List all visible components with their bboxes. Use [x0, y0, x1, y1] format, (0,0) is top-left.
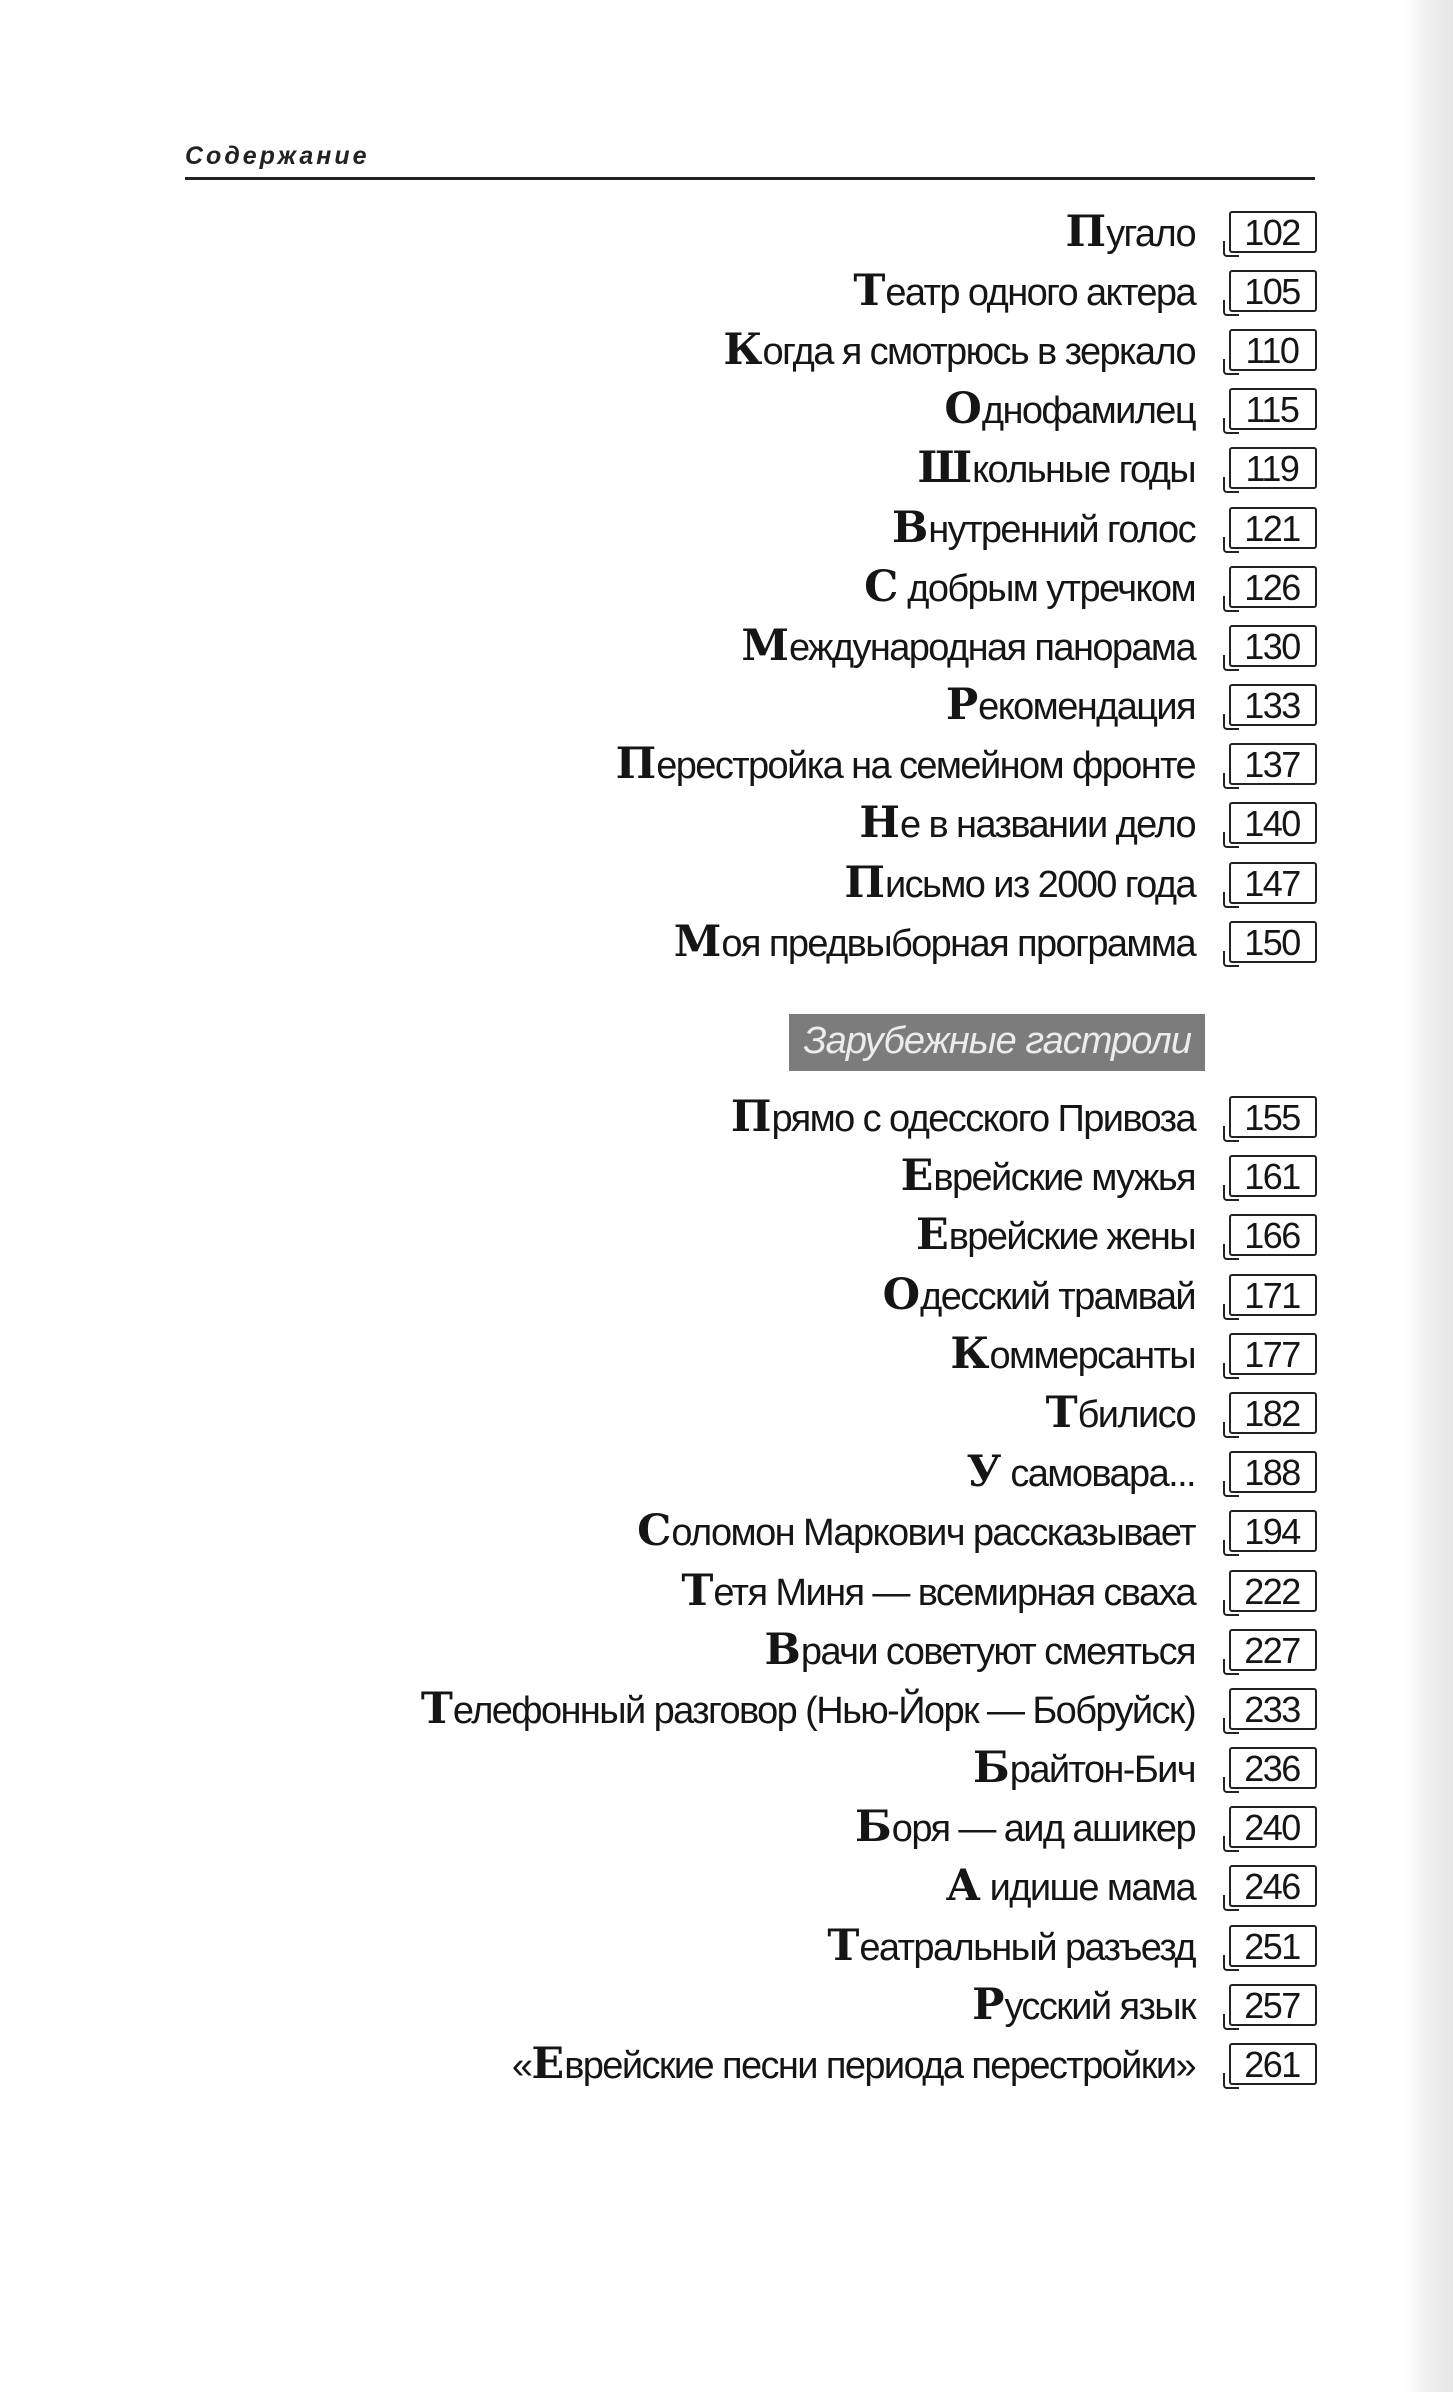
toc-entry-text: самовара... — [1001, 1453, 1195, 1496]
page-number-box — [1223, 1274, 1315, 1316]
page-edge-shadow — [1405, 0, 1453, 2392]
header-title: Содержание — [185, 142, 370, 170]
toc-entry-text: екомендация — [978, 686, 1195, 729]
toc-entry-text: оря — аид ашикер — [891, 1808, 1195, 1851]
toc-entry — [185, 1383, 1315, 1442]
toc-entry-title — [855, 1802, 1195, 1852]
toc-entry-initial: П — [615, 739, 657, 790]
page-number: 147 — [1244, 862, 1300, 904]
page-number: 102 — [1244, 211, 1300, 253]
toc-entry-initial: П — [844, 857, 886, 908]
toc-entry — [185, 1265, 1315, 1324]
page-number: 126 — [1244, 566, 1300, 608]
page-number-box — [1223, 1747, 1315, 1789]
toc-entry — [185, 261, 1315, 320]
toc-entry-text: десский трамвай — [920, 1275, 1195, 1318]
toc-entry — [185, 1857, 1315, 1916]
toc-entry-text: елефонный разговор (Нью-Йорк — Бобруйск) — [452, 1689, 1195, 1732]
toc-entry — [185, 1739, 1315, 1798]
page-number-box — [1223, 1570, 1315, 1612]
page-number: 240 — [1244, 1807, 1300, 1849]
toc-entry-title — [741, 621, 1195, 671]
toc-entry-text: врейские песни периода перестройки» — [564, 2045, 1195, 2088]
toc-entry-text: нутренний голос — [928, 508, 1195, 551]
page-number-box — [1223, 211, 1315, 253]
page-number-box — [1223, 1214, 1315, 1256]
toc-entry-title — [946, 1861, 1195, 1911]
toc-entry-title — [918, 443, 1195, 493]
toc-entry-initial: Е — [900, 1151, 934, 1202]
page-number-box — [1223, 447, 1315, 489]
toc-entry-initial: П — [730, 1092, 772, 1143]
page-number-box — [1223, 270, 1315, 312]
toc-entry-title — [944, 384, 1195, 434]
toc-entry — [185, 1443, 1315, 1502]
page-number: 121 — [1244, 507, 1300, 549]
toc-entry — [185, 853, 1315, 912]
page-number: 246 — [1244, 1866, 1300, 1908]
toc-entry — [185, 439, 1315, 498]
toc-entry-initial: Р — [945, 680, 979, 731]
toc-entry-initial: А — [945, 1861, 981, 1912]
page-number-box — [1223, 1925, 1315, 1967]
toc-entry-title — [731, 1092, 1195, 1142]
toc-entry-initial: П — [1065, 206, 1107, 257]
toc-entry — [185, 1620, 1315, 1679]
toc-entry-title — [616, 739, 1195, 789]
toc-entry-initial: Е — [531, 2039, 565, 2090]
toc-entry-initial: Ш — [917, 443, 973, 494]
toc-entry-title — [972, 1980, 1195, 2030]
toc-entry-initial: Р — [972, 1979, 1005, 2030]
page-number-box — [1223, 684, 1315, 726]
page-number: 177 — [1244, 1333, 1300, 1375]
toc-entry — [185, 912, 1315, 971]
toc-entry — [185, 794, 1315, 853]
page-number-box — [1223, 2043, 1315, 2085]
page-number: 133 — [1244, 685, 1300, 727]
page-number-box — [1223, 1451, 1315, 1493]
page-number: 236 — [1244, 1748, 1300, 1790]
toc-entry-title — [637, 1506, 1195, 1556]
toc-entry — [185, 1798, 1315, 1857]
toc-entry — [185, 676, 1315, 735]
toc-entry-title — [973, 1743, 1195, 1793]
toc-entry-text: билисо — [1077, 1393, 1195, 1436]
toc-entry — [185, 498, 1315, 557]
toc-entry-initial: Т — [827, 1920, 860, 1971]
toc-entry — [185, 320, 1315, 379]
page-number-box — [1223, 1984, 1315, 2026]
toc-entry-text: кольные годы — [972, 449, 1195, 492]
toc-entry-text: еатр одного актера — [885, 271, 1195, 314]
toc-entry — [185, 735, 1315, 794]
toc-entry-title — [723, 325, 1195, 375]
toc-entry-text: рямо с одесского Привоза — [771, 1098, 1195, 1141]
page-number: 257 — [1244, 1984, 1300, 2026]
toc-entry-text: огда я смотрюсь в зеркало — [762, 330, 1195, 373]
toc-entry — [185, 2034, 1315, 2093]
toc-entry-title — [883, 1270, 1195, 1320]
toc-entry-title — [512, 2039, 1195, 2089]
toc-entry-initial: В — [891, 502, 929, 553]
page-number-box — [1223, 388, 1315, 430]
toc-entry-text: еатральный разъезд — [859, 1926, 1195, 1969]
toc-entry — [185, 1206, 1315, 1265]
toc-entry-initial: Е — [915, 1210, 949, 1261]
page-number-box — [1223, 566, 1315, 608]
toc-entry-title — [916, 1210, 1195, 1260]
toc-group-1 — [185, 202, 1315, 971]
page-number: 161 — [1244, 1156, 1300, 1198]
toc-entry-text: еждународная панорама — [788, 626, 1195, 669]
toc-entry-title — [674, 917, 1195, 967]
page-number-box — [1223, 802, 1315, 844]
toc-entry-text: райтон-Бич — [1009, 1749, 1195, 1792]
toc-entry-initial: Т — [1045, 1387, 1078, 1438]
toc-entry-initial: Н — [859, 798, 900, 849]
page-number-box — [1223, 1865, 1315, 1907]
section-spacer — [185, 971, 1315, 1011]
page-number-box — [1223, 1510, 1315, 1552]
page-number-box — [1223, 1096, 1315, 1138]
toc-entry — [185, 616, 1315, 675]
toc-group-2 — [185, 1087, 1315, 2093]
toc-entry-text: идише мама — [980, 1867, 1195, 1910]
toc-entry-title — [864, 562, 1195, 612]
page-number-box — [1223, 921, 1315, 963]
toc-entry-title — [827, 1921, 1195, 1971]
toc-entry-title — [1065, 207, 1195, 257]
toc-entry-initial: О — [882, 1269, 921, 1320]
toc-entry-title — [765, 1625, 1195, 1675]
toc-entry-initial: Т — [420, 1683, 453, 1734]
toc-entry-title — [853, 266, 1195, 316]
page-number: 261 — [1244, 2044, 1300, 2086]
page-number: 150 — [1244, 921, 1300, 963]
toc-entry — [185, 1561, 1315, 1620]
toc-entry-text: исьмо из 2000 года — [885, 863, 1195, 906]
toc-entry — [185, 202, 1315, 261]
page-number: 188 — [1244, 1452, 1300, 1494]
toc-entry — [185, 380, 1315, 439]
toc-entry — [185, 1324, 1315, 1383]
page-number-box — [1223, 862, 1315, 904]
page-number-box — [1223, 625, 1315, 667]
page-number: 155 — [1244, 1097, 1300, 1139]
toc-entry-initial: С — [637, 1506, 672, 1557]
section-row — [185, 1011, 1315, 1073]
page-number: 166 — [1244, 1215, 1300, 1257]
toc-entry-initial: О — [944, 384, 982, 435]
toc-entry-initial: В — [764, 1624, 801, 1675]
toc-entry-title — [844, 858, 1195, 908]
page-number-box — [1223, 1688, 1315, 1730]
toc-entry-initial: Б — [855, 1802, 892, 1853]
page-number: 233 — [1244, 1688, 1300, 1730]
toc-entry-text: врейские мужья — [933, 1157, 1195, 1200]
toc-entry-text: врейские жены — [948, 1216, 1195, 1259]
page-number-box — [1223, 1806, 1315, 1848]
page-number: 171 — [1244, 1274, 1300, 1316]
toc-entry-initial: Т — [681, 1565, 714, 1616]
toc-entry-title — [1046, 1388, 1195, 1438]
page-number-box — [1223, 1155, 1315, 1197]
page-number: 115 — [1245, 389, 1299, 431]
toc-entry-initial: Т — [853, 265, 886, 316]
page-number-box — [1223, 1333, 1315, 1375]
toc-entry — [185, 1147, 1315, 1206]
toc-entry-text: днофамилец — [981, 390, 1195, 433]
toc-entry — [185, 557, 1315, 616]
toc-entry-text: е в названии дело — [899, 804, 1195, 847]
toc-entry — [185, 1916, 1315, 1975]
table-of-contents — [185, 202, 1315, 2094]
page-number: 194 — [1244, 1511, 1300, 1553]
toc-entry-initial: М — [741, 620, 789, 671]
toc-entry-text: рачи советуют смеяться — [800, 1630, 1195, 1673]
toc-entry-initial: У — [966, 1447, 1002, 1498]
page-number: 251 — [1244, 1925, 1300, 1967]
toc-page — [185, 135, 1315, 2094]
toc-entry-title — [950, 1329, 1195, 1379]
toc-entry — [185, 1679, 1315, 1738]
toc-entry-text: оломон Маркович рассказывает — [671, 1512, 1195, 1555]
toc-entry-text: оя предвыборная программа — [721, 922, 1195, 965]
toc-entry-title — [859, 798, 1195, 848]
toc-entry-title — [901, 1151, 1195, 1201]
page-number: 227 — [1244, 1629, 1300, 1671]
page-number: 140 — [1244, 803, 1300, 845]
toc-entry-initial: М — [673, 916, 722, 967]
page-number-box — [1223, 743, 1315, 785]
running-header — [185, 135, 1315, 180]
toc-entry-text: оммерсанты — [989, 1334, 1195, 1377]
toc-entry — [185, 1975, 1315, 2034]
section-heading: Зарубежные гастроли — [789, 1014, 1205, 1071]
toc-entry-initial: К — [950, 1328, 990, 1379]
toc-entry-title — [946, 680, 1195, 730]
toc-entry-initial: С — [864, 561, 899, 612]
toc-entry — [185, 1087, 1315, 1146]
toc-entry-title — [421, 1684, 1195, 1734]
toc-entry-text: ерестройка на семейном фронте — [656, 745, 1195, 788]
page-number: 110 — [1245, 329, 1299, 371]
toc-entry-text: угало — [1106, 212, 1195, 255]
page-number: 182 — [1244, 1392, 1300, 1434]
page-number-box — [1223, 507, 1315, 549]
toc-entry-title — [967, 1447, 1196, 1497]
page-number-box — [1223, 1392, 1315, 1434]
page-number: 137 — [1244, 744, 1300, 786]
toc-entry-prefix: « — [511, 2045, 532, 2088]
page-number-box — [1223, 1629, 1315, 1671]
page-number: 119 — [1245, 448, 1299, 490]
page-number: 130 — [1244, 625, 1300, 667]
page-number: 222 — [1244, 1570, 1300, 1612]
page-number: 105 — [1244, 270, 1300, 312]
page-number-box — [1223, 329, 1315, 371]
toc-entry-text: етя Миня — всемирная сваха — [713, 1571, 1195, 1614]
toc-entry-initial: Б — [973, 1743, 1010, 1794]
toc-entry-text: усский язык — [1004, 1985, 1195, 2028]
toc-entry-title — [681, 1566, 1195, 1616]
toc-entry-title — [892, 503, 1195, 553]
toc-entry — [185, 1502, 1315, 1561]
toc-entry-text: добрым утречком — [898, 567, 1195, 610]
toc-entry-initial: К — [723, 324, 763, 375]
